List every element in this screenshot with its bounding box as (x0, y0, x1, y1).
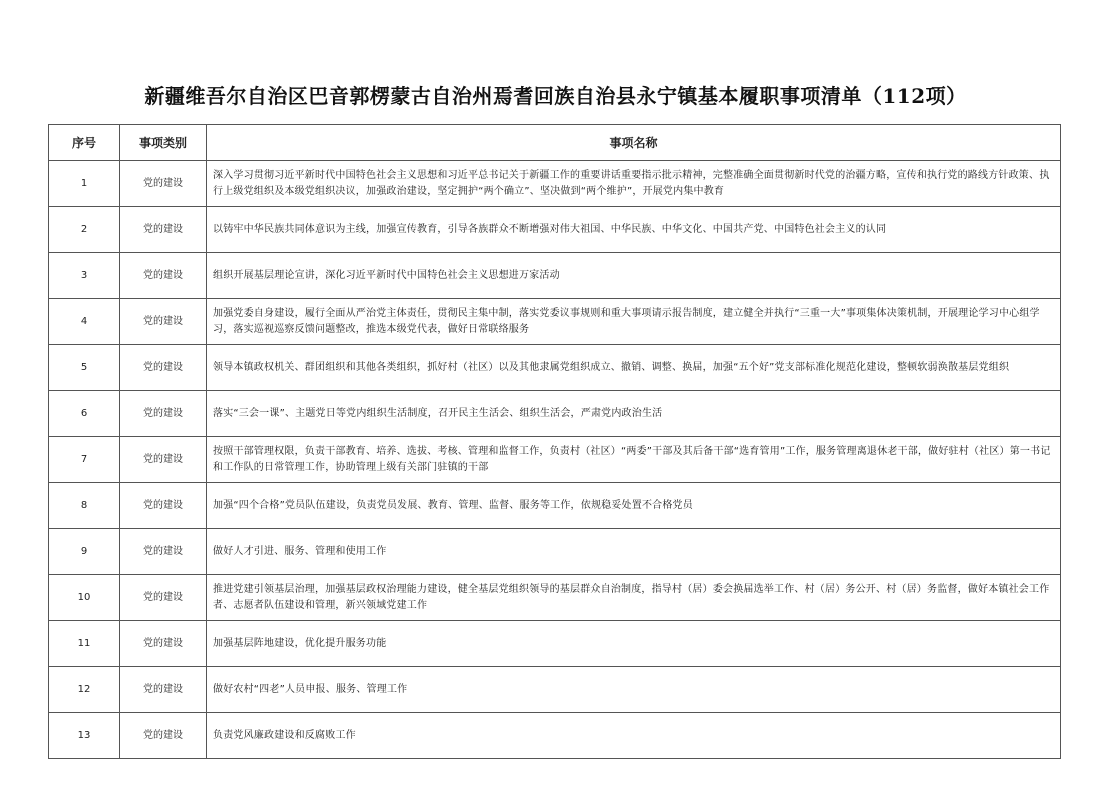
table-row (49, 483, 1061, 529)
row-item-name: 落实“三会一课”、主题党日等党内组织生活制度，召开民主生活会、组织生活会，严肃党内政治生活 (207, 391, 1061, 437)
row-item-name: 做好人才引进、服务、管理和使用工作 (207, 529, 1061, 575)
row-number: 2 (49, 207, 120, 253)
row-number: 7 (49, 437, 120, 483)
row-category: 党的建设 (120, 299, 207, 345)
row-number: 11 (49, 621, 120, 667)
header-item-name: 事项名称 (207, 125, 1061, 161)
row-item-name: 以铸牢中华民族共同体意识为主线，加强宣传教育，引导各族群众不断增强对伟大祖国、中华民族、中华文化、中国共产党、中国特色社会主义的认同 (207, 207, 1061, 253)
row-category: 党的建设 (120, 161, 207, 207)
row-number: 13 (49, 713, 120, 759)
row-category: 党的建设 (120, 391, 207, 437)
row-item-name: 推进党建引领基层治理，加强基层政权治理能力建设，健全基层党组织领导的基层群众自治制度，指导村（居）委会换届选举工作、村（居）务公开、村（居）务监督，做好本镇社会工作者、志愿者队伍建设和管理，新兴领域党建工作 (207, 575, 1061, 621)
table-row (49, 575, 1061, 621)
document-title: 新疆维吾尔自治区巴音郭楞蒙古自治州焉耆回族自治县永宁镇基本履职事项清单（112项） (144, 84, 967, 108)
row-category: 党的建设 (120, 253, 207, 299)
table-row (49, 345, 1061, 391)
table-row (49, 207, 1061, 253)
row-category: 党的建设 (120, 713, 207, 759)
row-category: 党的建设 (120, 621, 207, 667)
row-category: 党的建设 (120, 345, 207, 391)
row-category: 党的建设 (120, 529, 207, 575)
row-number: 12 (49, 667, 120, 713)
table-row (49, 161, 1061, 207)
table-row (49, 713, 1061, 759)
row-number: 8 (49, 483, 120, 529)
table-row (49, 253, 1061, 299)
row-item-name: 组织开展基层理论宣讲，深化习近平新时代中国特色社会主义思想进万家活动 (207, 253, 1061, 299)
row-item-name: 领导本镇政权机关、群团组织和其他各类组织，抓好村（社区）以及其他隶属党组织成立、撤销、调整、换届，加强“五个好”党支部标准化规范化建设，整顿软弱涣散基层党组织 (207, 345, 1061, 391)
row-item-name: 加强党委自身建设，履行全面从严治党主体责任，贯彻民主集中制，落实党委议事规则和重大事项请示报告制度，建立健全并执行“三重一大”事项集体决策机制，开展理论学习中心组学习，落实巡视巡察反馈问题整改，推选本级党代表，做好日常联络服务 (207, 299, 1061, 345)
row-number: 6 (49, 391, 120, 437)
table-row (49, 621, 1061, 667)
table-row (49, 437, 1061, 483)
row-category: 党的建设 (120, 483, 207, 529)
table-row (49, 529, 1061, 575)
header-category: 事项类别 (120, 125, 207, 161)
row-number: 3 (49, 253, 120, 299)
row-number: 4 (49, 299, 120, 345)
row-item-name: 加强“四个合格”党员队伍建设，负责党员发展、教育、管理、监督、服务等工作，依规稳妥处置不合格党员 (207, 483, 1061, 529)
row-category: 党的建设 (120, 437, 207, 483)
row-item-name: 做好农村“四老”人员申报、服务、管理工作 (207, 667, 1061, 713)
row-number: 9 (49, 529, 120, 575)
row-item-name: 负责党风廉政建设和反腐败工作 (207, 713, 1061, 759)
row-category: 党的建设 (120, 575, 207, 621)
row-item-name: 深入学习贯彻习近平新时代中国特色社会主义思想和习近平总书记关于新疆工作的重要讲话重要指示批示精神，完整准确全面贯彻新时代党的治疆方略，宣传和执行党的路线方针政策、执行上级党组织及本级党组织决议，加强政治建设，坚定拥护“两个确立”、坚决做到“两个维护”，开展党内集中教育 (207, 161, 1061, 207)
table-row (49, 391, 1061, 437)
table-row (49, 299, 1061, 345)
row-category: 党的建设 (120, 667, 207, 713)
row-number: 10 (49, 575, 120, 621)
row-category: 党的建设 (120, 207, 207, 253)
table-row (49, 667, 1061, 713)
header-serial-number: 序号 (49, 125, 120, 161)
duty-list-table (48, 124, 1061, 759)
table-header-row (49, 125, 1061, 161)
row-item-name: 按照干部管理权限，负责干部教育、培养、选拔、考核、管理和监督工作，负责村（社区）“两委”干部及其后备干部“选育管用”工作，服务管理离退休老干部，做好驻村（社区）第一书记和工作队的日常管理工作，协助管理上级有关部门驻镇的干部 (207, 437, 1061, 483)
row-number: 5 (49, 345, 120, 391)
row-number: 1 (49, 161, 120, 207)
row-item-name: 加强基层阵地建设，优化提升服务功能 (207, 621, 1061, 667)
